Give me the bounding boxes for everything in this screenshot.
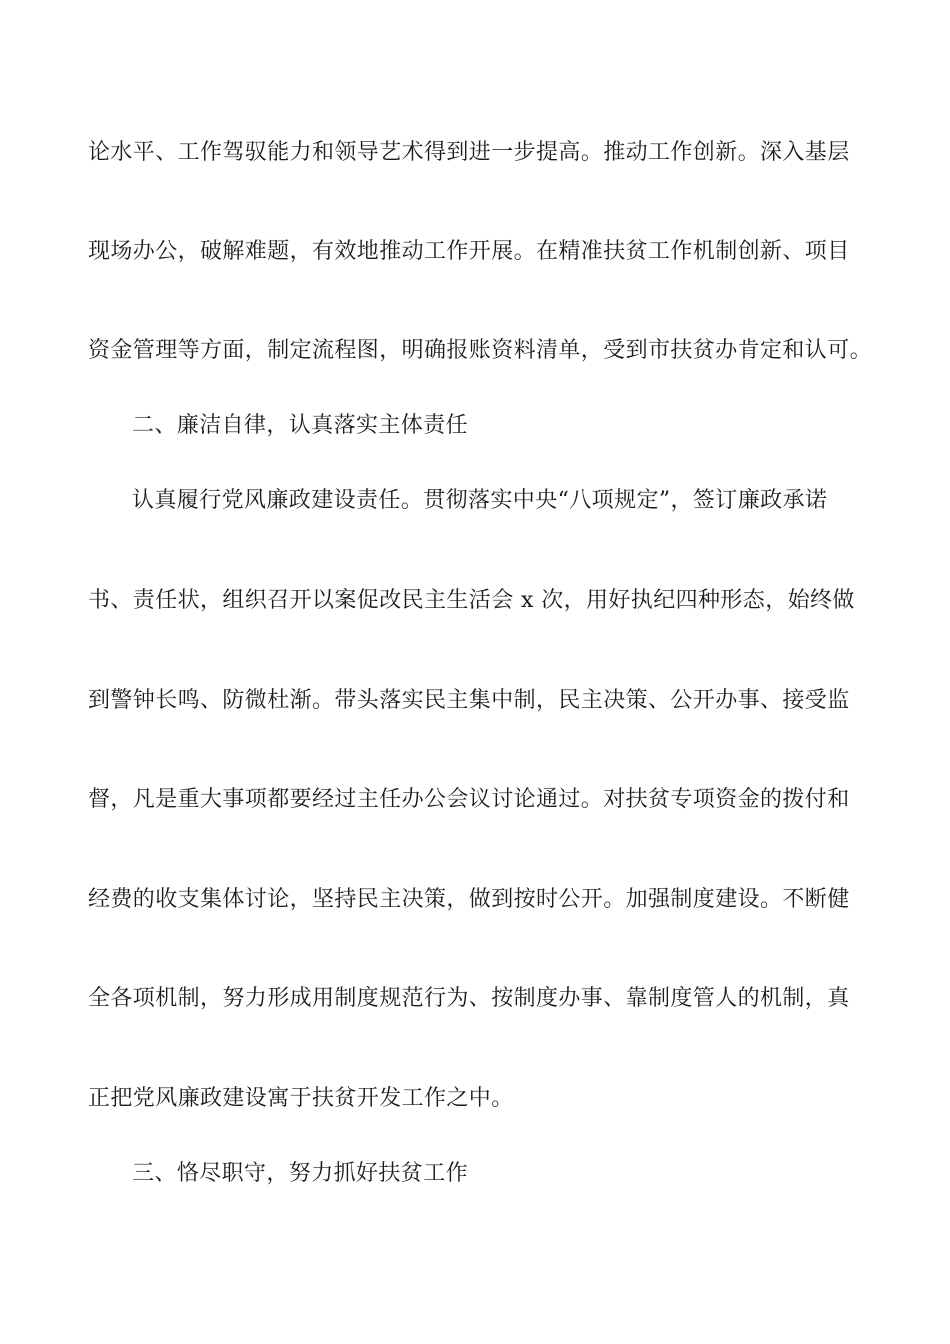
body-text-line: 认真履行党风廉政建设责任。贯彻落实中央“八项规定”，签订廉政承诺 bbox=[132, 488, 828, 513]
body-text-line: 现场办公，破解难题，有效地推动工作开展。在精准扶贫工作机制创新、项目 bbox=[88, 239, 850, 264]
section-heading: 二、廉洁自律，认真落实主体责任 bbox=[132, 413, 469, 438]
body-text-line: 书、责任状，组织召开以案促改民主生活会 x 次，用好执纪四种形态，始终做 bbox=[88, 588, 855, 613]
body-text-line: 资金管理等方面，制定流程图，明确报账资料清单，受到市扶贫办肯定和认可。 bbox=[88, 338, 873, 363]
body-text-line: 正把党风廉政建设寓于扶贫开发工作之中。 bbox=[88, 1086, 514, 1111]
body-text-line: 全各项机制，努力形成用制度规范行为、按制度办事、靠制度管人的机制，真 bbox=[88, 986, 850, 1011]
body-text-line: 督，凡是重大事项都要经过主任办公会议讨论通过。对扶贫专项资金的拨付和 bbox=[88, 787, 850, 812]
section-heading: 三、恪尽职守，努力抓好扶贫工作 bbox=[132, 1161, 469, 1186]
body-text-line: 论水平、工作驾驭能力和领导艺术得到进一步提高。推动工作创新。深入基层 bbox=[88, 140, 850, 165]
body-text-line: 经费的收支集体讨论，坚持民主决策，做到按时公开。加强制度建设。不断健 bbox=[88, 887, 850, 912]
body-text-line: 到警钟长鸣、防微杜渐。带头落实民主集中制，民主决策、公开办事、接受监 bbox=[88, 688, 850, 713]
